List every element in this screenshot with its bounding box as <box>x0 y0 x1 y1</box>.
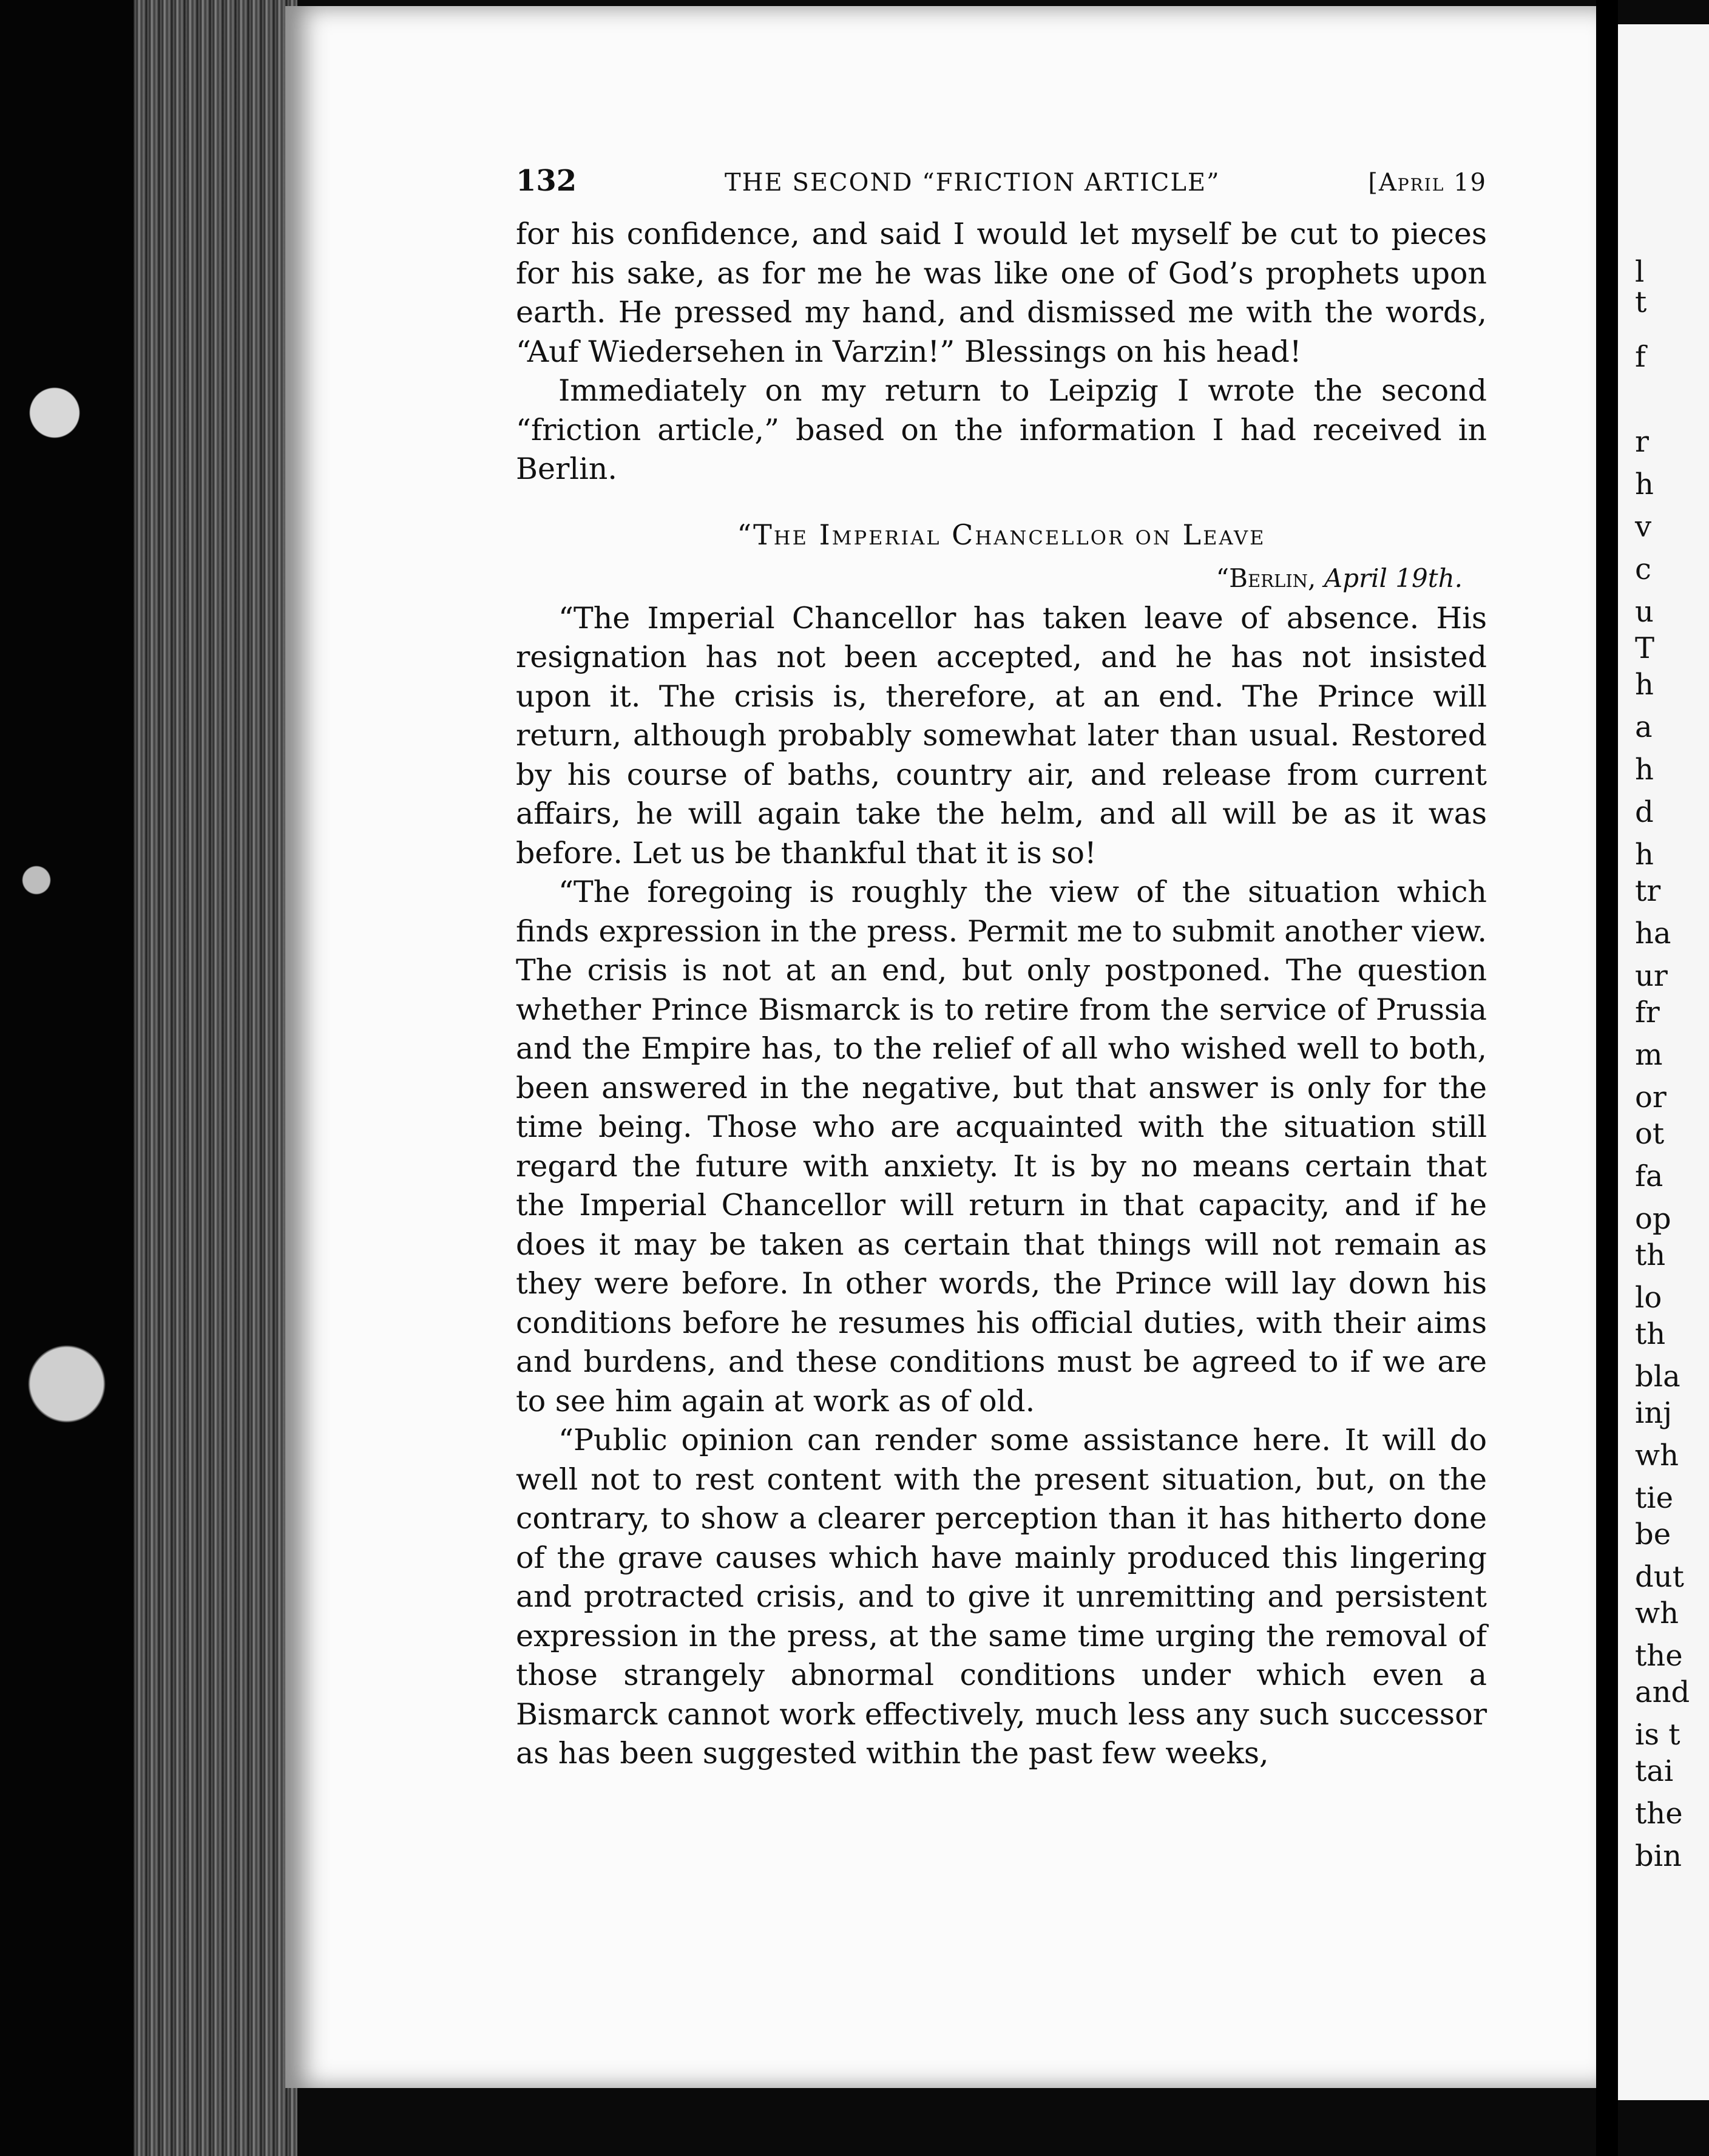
paragraph-1: for his confidence, and said I would let myself be cut to pieces for his sake, as for me he was like one of God’s prophets upon earth. He pressed my hand, and dismissed me with the words, “Auf Wiedersehen in Varzin!” Blessings on his head! <box>516 217 1487 369</box>
page-gutter <box>1596 0 1618 2156</box>
facing-page-fragment: a <box>1635 710 1653 744</box>
facing-page-fragment: f <box>1635 340 1646 374</box>
facing-page-fragment: dut <box>1635 1560 1684 1594</box>
paragraph-3: “The Imperial Chancellor has taken leave of absence. His resignation has not been accepted, and he has not insisted upon it. The crisis is, therefore, at an end. The Prince will return, although probably somewhat later than usual. Restored by his course of baths, country air, and release from current affairs, he will again take the helm, and all will be as it was before. Let us be thankful that it is so! <box>516 600 1487 870</box>
facing-page-fragment: d <box>1635 795 1654 829</box>
facing-page-fragment: the <box>1635 1797 1683 1831</box>
facing-page-fragment: inj <box>1635 1396 1673 1430</box>
facing-page-fragment: th <box>1635 1238 1666 1272</box>
facing-page-fragment: tai <box>1635 1754 1674 1788</box>
dateline-place: “Berlin, <box>1216 563 1316 593</box>
facing-page-fragment: wh <box>1635 1596 1679 1630</box>
facing-page-fragment: tie <box>1635 1481 1674 1515</box>
facing-page-fragment: ot <box>1635 1117 1665 1151</box>
facing-page-fragment: u <box>1635 595 1654 629</box>
facing-page-fragment: h <box>1635 467 1654 501</box>
facing-page-fragment: l <box>1635 255 1645 289</box>
page-text <box>516 164 1487 1774</box>
facing-page-fragment: r <box>1635 425 1649 459</box>
paragraph-2: Immediately on my return to Leipzig I wrote the second “friction article,” based on the information I had received in Berlin. <box>516 373 1487 486</box>
facing-page-fragment: ur <box>1635 959 1668 993</box>
facing-page-fragment: op <box>1635 1202 1671 1236</box>
article-title: “The Imperial Chancellor on Leave <box>737 518 1266 551</box>
facing-page-fragment: h <box>1635 668 1654 702</box>
page-header <box>516 164 1487 198</box>
paragraph-4: “The foregoing is roughly the view of the situation which finds expression in the press. Permit me to submit another view. The crisis is not at an end, but only postponed. The question whether Prince Bismarck is to retire from the service of Prussia and the Empire has, to the relief of all who wished well to both, been answered in the negative, but that answer is only for the time being. Those who are acquainted with the situation still regard the future with anxiety. It is by no means certain that the Imperial Chancellor will return in that capacity, and if he does it may be taken as certain that things will not remain as they were before. In other words, the Prince will lay down his conditions before he resumes his official duties, with their aims and burdens, and these conditions must be agreed to if we are to see him again at work as of old. <box>516 875 1487 1419</box>
facing-page-fragment: be <box>1635 1517 1671 1551</box>
facing-page-fragment: h <box>1635 753 1654 787</box>
facing-page-fragment: wh <box>1635 1439 1679 1473</box>
running-head: THE SECOND “FRICTION ARTICLE” <box>724 169 1220 197</box>
facing-page-fragment: T <box>1635 631 1655 665</box>
facing-page-fragment: bla <box>1635 1360 1680 1394</box>
facing-page-fragment: c <box>1635 552 1651 586</box>
page-edges <box>134 0 297 2156</box>
facing-page-fragment: lo <box>1635 1281 1662 1315</box>
facing-page-fragment: bin <box>1635 1839 1682 1873</box>
facing-page-fragment: is t <box>1635 1718 1680 1752</box>
facing-page-fragment: h <box>1635 838 1654 872</box>
article-dateline <box>516 563 1487 593</box>
facing-page-fragment: t <box>1635 285 1647 319</box>
facing-page-edge <box>1618 24 1709 2100</box>
facing-page-fragment: the <box>1635 1639 1683 1673</box>
facing-page-fragment: fr <box>1635 995 1660 1029</box>
facing-page-fragment: ha <box>1635 917 1671 951</box>
facing-page-fragment: m <box>1635 1038 1663 1072</box>
facing-page-fragment: and <box>1635 1675 1690 1709</box>
facing-page-fragment: th <box>1635 1317 1666 1351</box>
facing-page-fragment: fa <box>1635 1159 1663 1193</box>
facing-page-fragment: or <box>1635 1080 1667 1114</box>
header-date: [April 19 <box>1368 169 1487 197</box>
facing-page-fragment: v <box>1635 510 1652 544</box>
dateline-date: April 19th. <box>1324 563 1463 593</box>
page-number: 132 <box>516 164 577 198</box>
paragraph-5: “Public opinion can render some assistance here. It will do well not to rest content with the present situation, but, on the contrary, to show a clearer perception than it has hitherto done of the grave causes which have mainly produced this lingering and protracted crisis, and to give it unremitting and persistent expression in the press, at the same time urging the removal of those strangely abnormal conditions under which even a Bismarck cannot work effectively, much less any such successor as has been suggested within the past few weeks, <box>516 1423 1487 1771</box>
book-spine <box>0 0 134 2156</box>
facing-page-fragment: tr <box>1635 874 1661 908</box>
